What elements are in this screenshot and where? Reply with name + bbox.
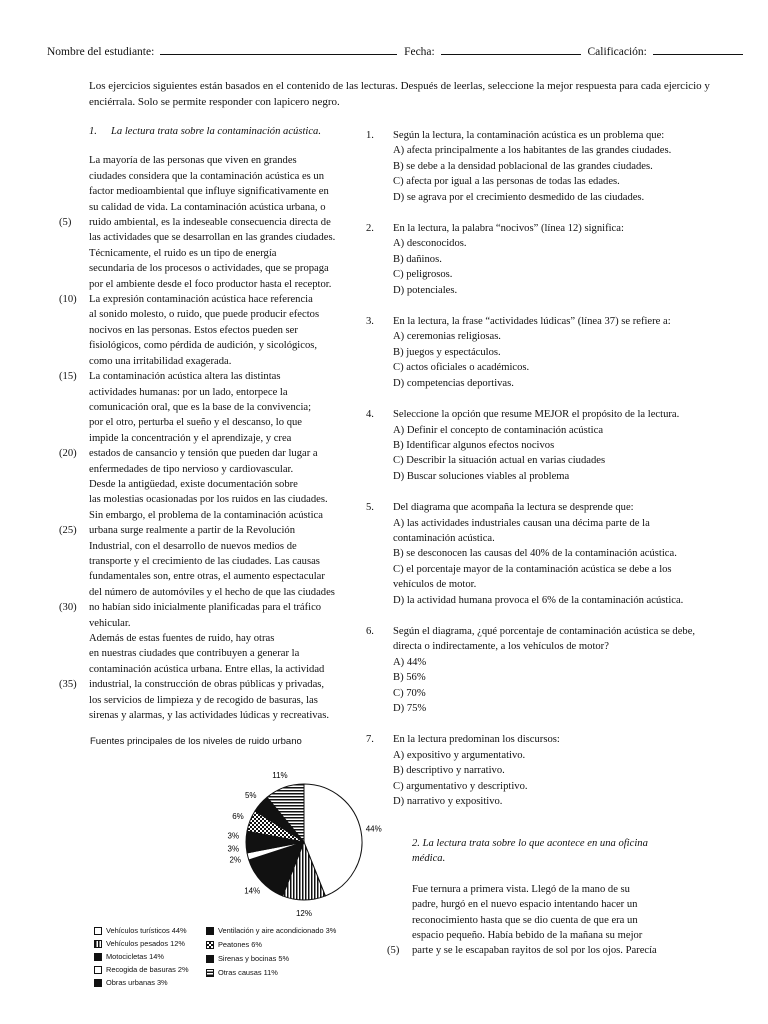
line-text: factor medioambiental que influye significativamente en bbox=[89, 186, 329, 198]
legend-swatch bbox=[206, 969, 214, 977]
answer-option[interactable]: C) Describir la situación actual en varias ciudades bbox=[393, 455, 606, 467]
reading-one-text bbox=[59, 153, 351, 723]
line-text: industrial, la construcción de obras públicas y privadas, bbox=[89, 679, 325, 691]
line-text: por el ambiente desde el foco productor hasta el receptor. bbox=[89, 278, 332, 290]
reading-line bbox=[89, 153, 351, 168]
reading-line bbox=[89, 246, 351, 261]
answer-option[interactable]: C) argumentativo y descriptivo. bbox=[393, 780, 528, 792]
question-stem: Según la lectura, la contaminación acústica es un problema que: bbox=[393, 130, 665, 141]
legend-label: Vehículos turísticos 44% bbox=[106, 926, 187, 935]
legend-item bbox=[206, 954, 289, 963]
question-number: 7. bbox=[366, 734, 374, 746]
line-text: como una irritabilidad exagerada. bbox=[89, 355, 232, 367]
reading-line bbox=[89, 230, 351, 245]
reading-line bbox=[59, 677, 351, 692]
line-text: estados de cansancio y tensión que pueden dar lugar a bbox=[89, 448, 318, 460]
date-label: Fecha: bbox=[404, 46, 435, 58]
answer-option[interactable]: vehículos de motor. bbox=[393, 579, 477, 591]
reading-line bbox=[89, 184, 351, 199]
answer-option[interactable]: D) 75% bbox=[393, 703, 427, 714]
pie-data-label: 11% bbox=[272, 771, 288, 781]
question-number: 4. bbox=[366, 409, 374, 421]
legend-swatch bbox=[94, 953, 102, 961]
reading-line bbox=[89, 261, 351, 276]
question-stem: En la lectura predominan los discursos: bbox=[393, 734, 560, 746]
reading-two bbox=[388, 836, 668, 959]
answer-option[interactable]: B) se debe a la densidad poblacional de las grandes ciudades. bbox=[393, 160, 653, 172]
legend-swatch bbox=[206, 955, 214, 963]
pie-svg bbox=[86, 736, 382, 926]
legend-item bbox=[206, 968, 278, 977]
answer-option[interactable]: C) actos oficiales o académicos. bbox=[393, 362, 530, 374]
answer-option[interactable]: A) desconocidos. bbox=[393, 238, 467, 250]
legend-swatch bbox=[94, 940, 102, 948]
reading-line bbox=[89, 508, 351, 523]
legend-item bbox=[94, 978, 168, 987]
answer-option[interactable]: C) peligrosos. bbox=[393, 269, 453, 281]
legend-swatch bbox=[94, 927, 102, 935]
pie-data-label: 44% bbox=[365, 824, 382, 834]
reading-line bbox=[388, 928, 668, 943]
pie-data-label: 3% bbox=[227, 844, 240, 854]
questions bbox=[366, 128, 738, 825]
grade-line[interactable] bbox=[653, 44, 743, 55]
line-text: La contaminación acústica altera las distintas bbox=[89, 371, 281, 383]
question-number: 5. bbox=[366, 502, 374, 514]
reading-line bbox=[89, 462, 351, 477]
reading-line bbox=[89, 569, 351, 584]
legend-label: Peatones 6% bbox=[218, 940, 262, 949]
answer-option[interactable]: C) 70% bbox=[393, 687, 426, 699]
line-text: las actividades que se desarrollan en las grandes ciudades. bbox=[89, 232, 336, 244]
line-text: Desde la antigüedad, existe documentación sobre bbox=[89, 478, 298, 490]
line-text: enfermedades de tipo nervioso y cardiovascular. bbox=[89, 463, 294, 475]
pie-data-label: 6% bbox=[232, 811, 244, 821]
line-text: las molestias ocasionadas por los ruidos en las ciudades. bbox=[89, 494, 328, 506]
answer-option[interactable]: D) se agrava por el crecimiento desmedido de las ciudades. bbox=[393, 191, 645, 203]
reading-line bbox=[59, 446, 351, 461]
question-number: 6. bbox=[366, 625, 374, 637]
reading-line bbox=[89, 277, 351, 292]
answer-option[interactable]: D) competencias deportivas. bbox=[393, 377, 514, 389]
reading-line bbox=[388, 897, 668, 912]
question-stem: Según el diagrama, ¿qué porcentaje de contaminación acústica se debe, bbox=[393, 625, 696, 637]
answer-option[interactable]: B) se desconocen las causas del 40% de la contaminación acústica. bbox=[393, 548, 677, 560]
legend-swatch bbox=[94, 979, 102, 987]
line-number: (15) bbox=[59, 371, 77, 383]
question-stem: Seleccione la opción que resume MEJOR el propósito de la lectura. bbox=[393, 409, 680, 421]
legend-label: Ventilación y aire acondicionado 3% bbox=[218, 926, 337, 935]
reading-line bbox=[59, 523, 351, 538]
answer-option[interactable]: A) ceremonias religiosas. bbox=[393, 331, 501, 343]
reading-line bbox=[89, 708, 351, 723]
line-text: fisiológicos, como pérdida de audición, y sicológicos, bbox=[89, 340, 318, 352]
question-6 bbox=[366, 624, 738, 716]
reading-line bbox=[89, 662, 351, 677]
line-text: Además de estas fuentes de ruido, hay otras bbox=[89, 633, 275, 644]
legend-item bbox=[94, 939, 185, 948]
question-7 bbox=[366, 732, 738, 809]
reading-line bbox=[388, 943, 668, 958]
line-number: (20) bbox=[59, 448, 77, 460]
legend-label: Vehículos pesados 12% bbox=[106, 939, 185, 948]
answer-option[interactable]: D) narrativo y expositivo. bbox=[393, 796, 503, 808]
line-text: fundamentales son, entre otras, el aumento espectacular bbox=[89, 571, 325, 583]
question-3 bbox=[366, 314, 738, 391]
line-text: secundaria de los procesos o actividades, que se propaga bbox=[89, 263, 329, 275]
answer-option[interactable]: D) la actividad humana provoca el 6% de la contaminación acústica. bbox=[393, 594, 684, 606]
question-stem: directa o indirectamente, a los vehículos de motor? bbox=[393, 641, 609, 653]
question-stem: En la lectura, la palabra “nocivos” (línea 12) significa: bbox=[393, 223, 624, 235]
date-line[interactable] bbox=[441, 44, 581, 55]
reading-line bbox=[89, 400, 351, 415]
pie-data-label: 12% bbox=[295, 909, 313, 918]
answer-option[interactable]: A) las actividades industriales causan una décima parte de la bbox=[393, 517, 650, 529]
line-text: del número de automóviles y el hecho de que las ciudades bbox=[89, 586, 335, 598]
reading-line bbox=[59, 369, 351, 384]
line-text: urbana surge realmente a partir de la Revolución bbox=[89, 525, 296, 537]
legend-label: Otras causas 11% bbox=[218, 968, 278, 977]
reading-line bbox=[388, 913, 668, 928]
answer-option[interactable]: D) Buscar soluciones viables al problema bbox=[393, 470, 570, 482]
reading-line bbox=[388, 882, 668, 897]
reading-line bbox=[89, 492, 351, 507]
reading-one bbox=[59, 124, 351, 723]
line-text: Sin embargo, el problema de la contaminación acústica bbox=[89, 509, 323, 521]
legend-item bbox=[206, 926, 336, 935]
legend-swatch bbox=[94, 966, 102, 974]
legend-item bbox=[94, 952, 164, 961]
reading-line bbox=[59, 215, 351, 230]
line-text: Fue ternura a primera vista. Llegó de la mano de su bbox=[412, 883, 630, 895]
reading-two-text bbox=[388, 882, 668, 959]
line-text: comunicación oral, que es la base de la convivencia; bbox=[89, 401, 312, 413]
answer-option[interactable]: D) potenciales. bbox=[393, 284, 458, 296]
reading-line bbox=[89, 585, 351, 600]
line-text: parte y se le escapaban rayitos de sol por los ojos. Parecía bbox=[412, 945, 657, 957]
pie-data-label: 2% bbox=[229, 855, 242, 865]
line-text: Técnicamente, el ruido es un tipo de energía bbox=[89, 247, 277, 259]
answer-option[interactable]: B) 56% bbox=[393, 672, 426, 684]
line-text: transporte y el crecimiento de las ciudades. Las causas bbox=[89, 555, 320, 567]
reading-line bbox=[89, 307, 351, 322]
reading-line bbox=[89, 354, 351, 369]
line-text: contaminación acústica urbana. Entre ellas, la actividad bbox=[89, 663, 325, 675]
reading-line bbox=[89, 693, 351, 708]
line-text: reconocimiento hasta que se dio cuenta de que era un bbox=[412, 914, 638, 926]
answer-option[interactable]: B) Identificar algunos efectos nocivos bbox=[393, 439, 555, 451]
reading-line bbox=[89, 415, 351, 430]
line-text: padre, hurgó en el nuevo espacio intentando hacer un bbox=[412, 899, 638, 911]
reading-line bbox=[89, 431, 351, 446]
question-number: 2. bbox=[366, 223, 374, 235]
line-text: su calidad de vida. La contaminación acústica urbana, o bbox=[89, 201, 326, 213]
line-text: impide la concentración y el aprendizaje, y crea bbox=[89, 432, 292, 444]
instructions: Los ejercicios siguientes están basados en el contenido de las lecturas. Después de leerlas, seleccione la mejor respuesta para cada ejercicio y enciérrala. Solo se permite responder con lapicero negro. bbox=[89, 80, 710, 108]
reading-line bbox=[89, 169, 351, 184]
line-text: espacio pequeño. Había bebido de la mañana su mejor bbox=[412, 930, 643, 942]
question-number: 3. bbox=[366, 316, 374, 328]
reading-line bbox=[89, 323, 351, 338]
line-text: al sonido molesto, o ruido, que puede producir efectos bbox=[89, 309, 320, 321]
legend-swatch bbox=[206, 927, 214, 935]
answer-option[interactable]: C) el porcentaje mayor de la contaminación acústica se debe a los bbox=[393, 563, 672, 575]
line-text: La mayoría de las personas que viven en grandes bbox=[89, 155, 297, 167]
question-5 bbox=[366, 500, 738, 608]
answer-option[interactable]: B) descriptivo y narrativo. bbox=[393, 765, 505, 777]
reading-line bbox=[89, 631, 351, 646]
line-text: Industrial, con el desarrollo de nuevos medios de bbox=[89, 540, 297, 552]
pie-data-label: 3% bbox=[227, 831, 240, 841]
reading-line bbox=[89, 200, 351, 215]
question-stem: Del diagrama que acompaña la lectura se desprende que: bbox=[393, 502, 634, 514]
line-text: nocivos en las personas. Estos efectos pueden ser bbox=[89, 324, 298, 336]
answer-option[interactable]: B) dañinos. bbox=[393, 253, 442, 265]
reading-line bbox=[59, 600, 351, 615]
reading-line bbox=[89, 477, 351, 492]
line-text: en nuestras ciudades que contribuyen a generar la bbox=[89, 648, 300, 660]
student-name-line[interactable] bbox=[160, 44, 397, 55]
question-2 bbox=[366, 221, 738, 298]
line-text: La expresión contaminación acústica hace referencia bbox=[89, 294, 313, 306]
reading-line bbox=[89, 338, 351, 353]
question-number: 1. bbox=[366, 130, 374, 141]
line-number: (10) bbox=[59, 294, 77, 306]
legend-item bbox=[206, 940, 262, 949]
legend-swatch bbox=[206, 941, 214, 949]
question-4 bbox=[366, 407, 738, 484]
legend-label: Motocicletas 14% bbox=[106, 952, 164, 961]
line-text: vehicular. bbox=[89, 617, 131, 629]
line-text: ciudades considera que la contaminación acústica es un bbox=[89, 170, 325, 182]
line-text: los servicios de limpieza y de recogido de basuras, las bbox=[89, 694, 318, 706]
reading-line bbox=[89, 539, 351, 554]
legend-label: Recogida de basuras 2% bbox=[106, 965, 189, 974]
legend-label: Obras urbanas 3% bbox=[106, 978, 168, 987]
student-name-label: Nombre del estudiante: bbox=[47, 46, 155, 58]
line-number: (35) bbox=[59, 679, 77, 691]
legend-label: Sirenas y bocinas 5% bbox=[218, 954, 290, 963]
line-text: sirenas y alarmas, y las actividades lúdicas y recreativas. bbox=[89, 710, 330, 722]
line-number: (5) bbox=[387, 945, 400, 957]
answer-option[interactable]: B) juegos y espectáculos. bbox=[393, 346, 501, 358]
reading-line bbox=[89, 385, 351, 400]
answer-option[interactable]: C) afecta por igual a las personas de todas las edades. bbox=[393, 176, 620, 188]
pie-data-label: 5% bbox=[244, 791, 257, 801]
line-text: actividades humanas: por un lado, entorpece la bbox=[89, 386, 288, 398]
pie-data-label: 14% bbox=[244, 886, 261, 896]
question-stem: En la lectura, la frase “actividades lúdicas” (línea 37) se refiere a: bbox=[393, 316, 671, 328]
header bbox=[47, 44, 727, 58]
reading-line bbox=[89, 554, 351, 569]
line-number: (30) bbox=[59, 602, 77, 614]
answer-option[interactable]: A) Definir el concepto de contaminación acústica bbox=[393, 424, 604, 436]
line-number: (25) bbox=[59, 525, 77, 537]
reading-line bbox=[89, 646, 351, 661]
line-number: (5) bbox=[59, 217, 72, 229]
reading-two-title: 2. La lectura trata sobre lo que acontece en una oficina médica. bbox=[412, 838, 648, 865]
reading-one-title: 1. La lectura trata sobre la contaminación acústica. bbox=[89, 126, 321, 137]
reading-line bbox=[59, 292, 351, 307]
pie-chart bbox=[86, 736, 382, 1016]
line-text: ruido ambiental, es la indeseable consecuencia directa de bbox=[89, 217, 331, 229]
answer-option[interactable]: contaminación acústica. bbox=[393, 532, 495, 544]
answer-option[interactable]: A) expositivo y argumentativo. bbox=[393, 749, 526, 761]
legend-item bbox=[94, 965, 189, 974]
question-1 bbox=[366, 128, 738, 205]
answer-option[interactable]: A) 44% bbox=[393, 656, 427, 668]
chart-title: Fuentes principales de los niveles de ruido urbano bbox=[90, 736, 302, 747]
reading-line bbox=[89, 616, 351, 631]
grade-label: Calificación: bbox=[587, 46, 647, 58]
answer-option[interactable]: A) afecta principalmente a los habitantes de las grandes ciudades. bbox=[393, 145, 672, 157]
line-text: no habían sido inicialmente planificadas para el tráfico bbox=[89, 602, 322, 614]
legend-item bbox=[94, 926, 187, 935]
line-text: por el otro, perturba el sueño y el descanso, lo que bbox=[89, 417, 302, 429]
